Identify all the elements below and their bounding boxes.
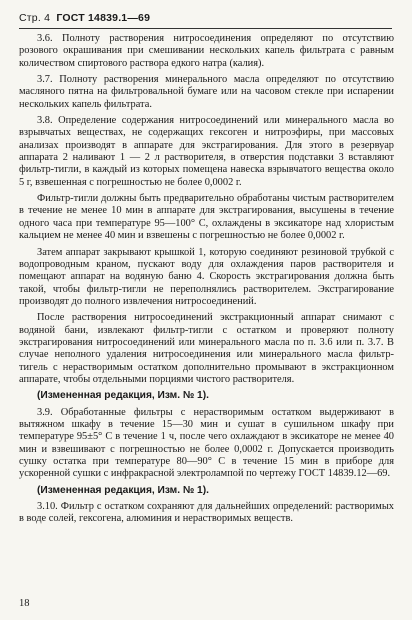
revision-note-2: (Измененная редакция, Изм. № 1). [37, 484, 209, 496]
paragraph-3-9: 3.9. Обработанные фильтры с нерастворимым остатком выдерживают в вытяжном шкафу в течение 15—30 мин и сушат в сушильном шкафу при температуре 95±5° С в течение 1 ч, после чего охлаждают в эксикаторе не менее 40 мин и взвешивают с погрешностью не более 0,0002 г. Допускается производить сушку остатка при температуре 80—90° С в течение 15 мин в приборе для ускоренной сушки с инфракрасной электролампой по чертежу ГОСТ 14839.12—69. [19, 406, 394, 480]
paragraph-apparatus: Затем аппарат закрывают крышкой 1, которую соединяют резиновой трубкой с водопроводным краном, пускают воду для охлаждения паров растворителя и помещают аппарат на водяную баню 4. Скорость экстрагирования должна быть такой, чтобы фильтр-тигли не переполнялись растворителем. Экстрагирование производят до полного извлечения нитросоединений. [19, 246, 394, 307]
page-number: 18 [19, 598, 30, 609]
paragraph-filter-crucibles: Фильтр-тигли должны быть предварительно обработаны чистым растворителем в течение не менее 10 мин в аппарате для экстрагирования, высушены в течение одного часа при температуре 95—100° С, охлаждены в эксикаторе над хлористым кальцием не менее 40 мин и взвешены с погрешностью не более 0,0002 г. [19, 193, 394, 242]
page-label: Стр. 4 [19, 12, 51, 24]
body-text [19, 33, 394, 530]
standard-code: ГОСТ 14839.1—69 [56, 12, 151, 24]
header-rule [19, 28, 392, 29]
paragraph-3-6: 3.6. Полноту растворения нитросоединения определяют по отсутствию розового окрашивания при смешивании нескольких капель фильтрата с равным количеством спиртового раствора едкого натра (калия). [19, 33, 394, 69]
revision-note-1: (Измененная редакция, Изм. № 1). [37, 390, 209, 402]
paragraph-3-8: 3.8. Определение содержания нитросоединений или минерального масла во взрывчатых веществах, не содержащих гексоген и нитроэфиры, при массовых анализах производят в аппарате для экстрагирования. Для этого в резервуар аппарата 2 наливают 1 — 2 л растворителя, в отверстия подставки 3 вставляют фильтр-тигли, в каждый из которых помещена навеска взрывчатого вещества около 5 г, взвешенная с погрешностью не более 0,0002 г. [19, 115, 394, 188]
paragraph-3-7: 3.7. Полноту растворения минерального масла определяют по отсутствию масляного пятна на фильтровальной бумаге или на часовом стекле при испарении нескольких капель фильтрата. [19, 74, 394, 110]
paragraph-after-dissolution: После растворения нитросоединений экстракционный аппарат снимают с водяной бани, извлекают фильтр-тигли с остатком и проверяют полноту экстрагирования нитросоединений или минерального масла по п. 3.6 или п. 3.7. В случае неполного удаления нитросоединения или минерального масла фильтр-тигель с нерастворимым остатком дополнительно промывают в экстракционном аппарате, чтобы отдельными порциями чистого растворителя. [19, 312, 394, 385]
page-header [19, 12, 150, 24]
paragraph-3-10: 3.10. Фильтр с остатком сохраняют для дальнейших определений: растворимых в воде солей, гексогена, алюминия и нерастворимых веществ. [19, 501, 394, 525]
